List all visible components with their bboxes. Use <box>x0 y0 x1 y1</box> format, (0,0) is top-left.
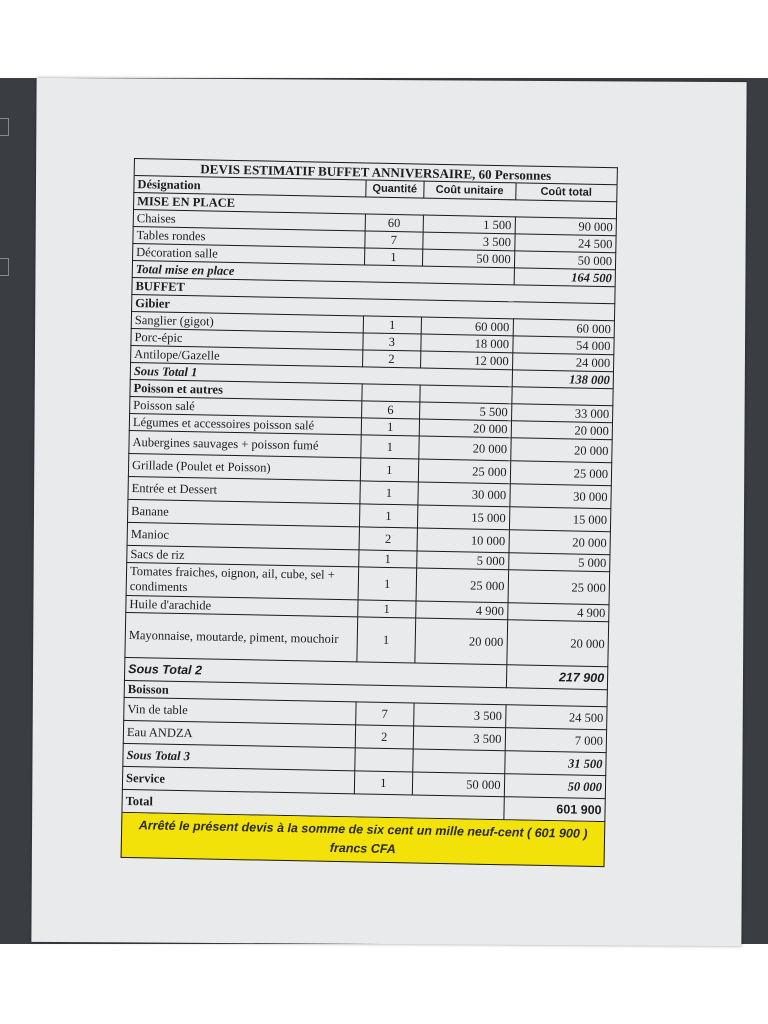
empty-cell <box>413 749 505 774</box>
item-label: Poisson salé <box>130 396 362 417</box>
item-unit: 3 500 <box>413 726 505 751</box>
item-unit: 10 000 <box>417 528 509 553</box>
item-total: 24 500 <box>514 234 616 253</box>
item-total: 15 000 <box>509 507 611 532</box>
item-total: 7 000 <box>505 728 607 753</box>
keyboard-key <box>0 118 9 136</box>
subtotal-label: Sous Total 1 <box>130 362 512 386</box>
item-unit: 3 500 <box>413 703 505 728</box>
grand-total-value: 601 900 <box>503 797 605 822</box>
item-unit: 25 000 <box>416 568 508 603</box>
subsection-heading: Boisson <box>124 680 607 706</box>
keyboard-key <box>0 258 9 276</box>
section-heading: BUFFET <box>132 277 615 303</box>
item-total: 30 000 <box>509 484 611 509</box>
item-label: Eau ANDZA <box>123 720 355 747</box>
item-total: 20 000 <box>506 620 608 667</box>
item-total: 25 000 <box>508 570 610 605</box>
header-quantite: Quantité <box>366 180 424 198</box>
item-unit: 15 000 <box>417 505 509 530</box>
item-total: 20 000 <box>510 438 612 463</box>
item-qty: 1 <box>358 600 416 618</box>
item-label: Légumes et accessoires poisson salé <box>129 413 361 434</box>
header-designation: Désignation <box>134 176 366 197</box>
photo-background-bottom <box>0 944 768 1024</box>
item-label: Décoration salle <box>133 243 365 264</box>
empty-cell <box>355 748 413 772</box>
subtotal-value: 138 000 <box>512 370 614 389</box>
item-label: Vin de table <box>124 697 356 724</box>
quote-document <box>121 158 618 867</box>
item-qty: 1 <box>358 567 417 601</box>
subtotal-label: Sous Total 3 <box>123 743 355 770</box>
item-qty: 7 <box>365 231 423 249</box>
empty-cell <box>362 384 420 402</box>
subtotal-label: Total mise en place <box>132 260 514 284</box>
item-unit: 5 500 <box>419 402 511 421</box>
item-unit: 25 000 <box>418 459 510 484</box>
subtotal-label: Sous Total 2 <box>124 657 506 687</box>
highlighted-note: Arrêté le présent devis à la somme de six cent un mille neuf-cent ( 601 900 ) francs CFA <box>121 813 606 867</box>
item-label: Banane <box>128 499 360 526</box>
item-label: Antilope/Gazelle <box>131 345 363 366</box>
item-total: 50 000 <box>514 251 616 270</box>
item-unit: 60 000 <box>421 317 513 336</box>
photo-background-top <box>0 0 768 78</box>
item-unit: 12 000 <box>420 351 512 370</box>
item-qty: 1 <box>361 435 419 459</box>
item-qty: 2 <box>355 725 413 749</box>
item-total: 20 000 <box>511 421 613 440</box>
document-title: DEVIS ESTIMATIF BUFFET ANNIVERSAIRE, 60 Personnes <box>134 159 617 185</box>
service-label: Service <box>122 766 354 793</box>
item-qty: 2 <box>359 527 417 551</box>
item-label: Mayonnaise, moutarde, piment, mouchoir <box>125 612 358 661</box>
item-label: Tables rondes <box>133 226 365 247</box>
service-total: 50 000 <box>504 774 606 799</box>
item-label: Aubergines sauvages + poisson fumé <box>129 430 361 457</box>
subsection-heading: Gibier <box>132 294 615 320</box>
item-total: 20 000 <box>509 530 611 555</box>
item-total: 60 000 <box>513 319 615 338</box>
item-total: 33 000 <box>511 404 613 423</box>
item-unit: 1 500 <box>423 215 515 234</box>
subsection-heading: Poisson et autres <box>130 379 362 400</box>
item-total: 54 000 <box>512 336 614 355</box>
item-label: Sanglier (gigot) <box>131 311 363 332</box>
item-qty: 1 <box>361 418 419 436</box>
item-unit: 5 000 <box>416 551 508 570</box>
item-qty: 1 <box>363 316 421 334</box>
item-qty: 1 <box>359 504 417 528</box>
subtotal-value: 164 500 <box>514 268 616 287</box>
empty-cell <box>511 387 613 406</box>
item-total: 24 500 <box>505 705 607 730</box>
item-label: Porc-épic <box>131 328 363 349</box>
item-label: Entrée et Dessert <box>128 476 360 503</box>
item-unit: 20 000 <box>415 618 508 665</box>
item-unit: 20 000 <box>419 419 511 438</box>
item-label: Tomates fraiches, oignon, ail, cube, sel + condiments <box>126 562 358 599</box>
item-unit: 3 500 <box>423 232 515 251</box>
item-total: 25 000 <box>510 461 612 486</box>
item-qty: 7 <box>355 702 413 726</box>
item-label: Grillade (Poulet et Poisson) <box>128 453 360 480</box>
item-unit: 50 000 <box>422 249 514 268</box>
item-total: 24 000 <box>512 353 614 372</box>
grand-total-label: Total <box>122 789 504 819</box>
item-qty: 2 <box>362 350 420 368</box>
header-cout-total: Coût total <box>515 183 617 202</box>
subtotal-value: 217 900 <box>506 665 608 690</box>
service-qty: 1 <box>354 771 412 795</box>
item-label: Sacs de riz <box>127 545 359 566</box>
item-qty: 6 <box>361 401 419 419</box>
quote-table <box>121 158 617 822</box>
item-qty: 60 <box>365 214 423 232</box>
section-heading: MISE EN PLACE <box>134 193 617 219</box>
service-unit: 50 000 <box>412 772 504 797</box>
item-qty: 1 <box>357 617 416 663</box>
item-label: Huile d'arachide <box>126 595 358 616</box>
header-cout-unitaire: Coût unitaire <box>424 181 516 200</box>
item-qty: 1 <box>360 481 418 505</box>
item-total: 90 000 <box>515 217 617 236</box>
item-unit: 18 000 <box>421 334 513 353</box>
item-unit: 20 000 <box>419 436 511 461</box>
item-qty: 1 <box>364 248 422 266</box>
item-unit: 30 000 <box>418 482 510 507</box>
item-label: Chaises <box>133 210 365 231</box>
subtotal-value: 31 500 <box>504 751 606 776</box>
item-total: 4 900 <box>507 603 609 622</box>
empty-cell <box>420 385 512 404</box>
item-unit: 4 900 <box>416 601 508 620</box>
item-qty: 3 <box>363 333 421 351</box>
item-total: 5 000 <box>508 553 610 572</box>
item-qty: 1 <box>360 458 418 482</box>
item-qty: 1 <box>359 550 417 568</box>
item-label: Manioc <box>127 522 359 549</box>
